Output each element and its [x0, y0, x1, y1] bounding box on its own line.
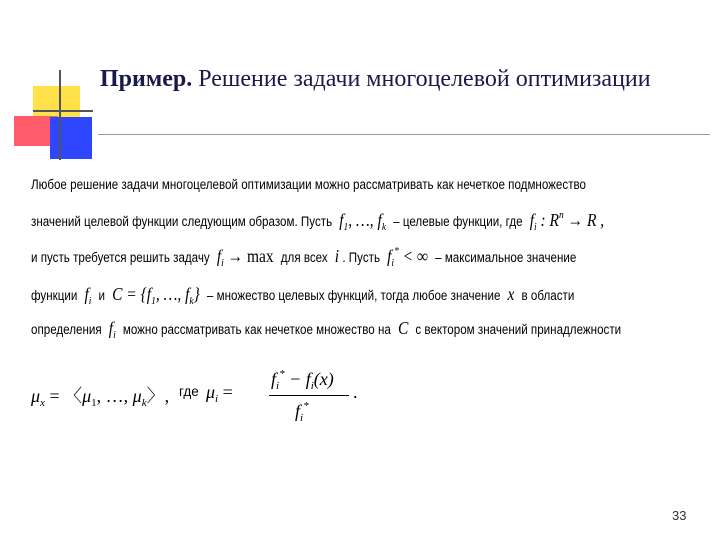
decor-cross-line — [33, 110, 93, 112]
math-fi-max: $f_i \to \max$ — [212, 246, 274, 269]
text: можно рассматривать как нечеткое множество на — [122, 322, 391, 337]
page-number: 33 — [672, 508, 687, 523]
body-line-3 — [31, 245, 576, 269]
slide-title — [100, 64, 660, 95]
text: и пусть требуется решить задачу — [31, 250, 210, 265]
title-divider — [98, 134, 710, 135]
text: функции — [31, 288, 78, 303]
math-set-c: $C = \{f_1$, …, $f_k$} — [108, 284, 204, 307]
math-fi: $f_i$ — [80, 284, 92, 307]
text: для всех — [280, 250, 328, 265]
decor-vertical-line — [59, 70, 61, 160]
text: – целевые функции, где — [393, 214, 523, 229]
math-c: C — [394, 318, 413, 338]
body-line-5 — [31, 318, 621, 341]
math-mu-i: $\mu_i$ = — [206, 382, 233, 405]
fraction-bar — [269, 395, 349, 396]
math-fraction-denominator: $f_i^*$ — [295, 400, 309, 424]
text: с вектором значений принадлежности — [415, 322, 622, 337]
formula-where: где — [179, 384, 199, 399]
math-fi: $f_i$ — [104, 318, 116, 341]
formula-period: . — [353, 382, 358, 402]
math-mu-vector: $\mu_x$ = 〈$\mu_1$, …, $\mu_k$〉, — [31, 386, 170, 409]
text: . Пусть — [342, 250, 381, 265]
text: – множество целевых функций, тогда любое значение — [206, 288, 501, 303]
math-i: i — [330, 246, 340, 266]
text: определения — [31, 322, 102, 337]
body-line-2 — [31, 209, 604, 233]
math-fi-mapping: $f_i$ : $R^n \to R$ , — [525, 209, 605, 233]
text: и — [98, 288, 106, 303]
text: Любое решение задачи многоцелевой оптимизации можно рассматривать как нечеткое подмножество — [31, 177, 587, 192]
text: значений целевой функции следующим образом. Пусть — [31, 214, 333, 229]
body-line-1 — [31, 177, 586, 192]
text: – максимальное значение — [435, 250, 577, 265]
math-fi-star: $f_i^*$ < ∞ — [383, 245, 432, 269]
math-x: x — [503, 284, 519, 304]
decor-blue-square — [50, 117, 92, 159]
title-bold: Пример. — [100, 66, 193, 92]
body-line-4 — [31, 284, 574, 307]
text: в области — [521, 288, 575, 303]
math-fraction-numerator: $f_i^* - f_i(x)$ — [271, 368, 334, 392]
math-f1-fk: $f_1$, …, $f_k$ — [335, 210, 387, 233]
title-rest: Решение задачи многоцелевой оптимизации — [198, 66, 651, 92]
